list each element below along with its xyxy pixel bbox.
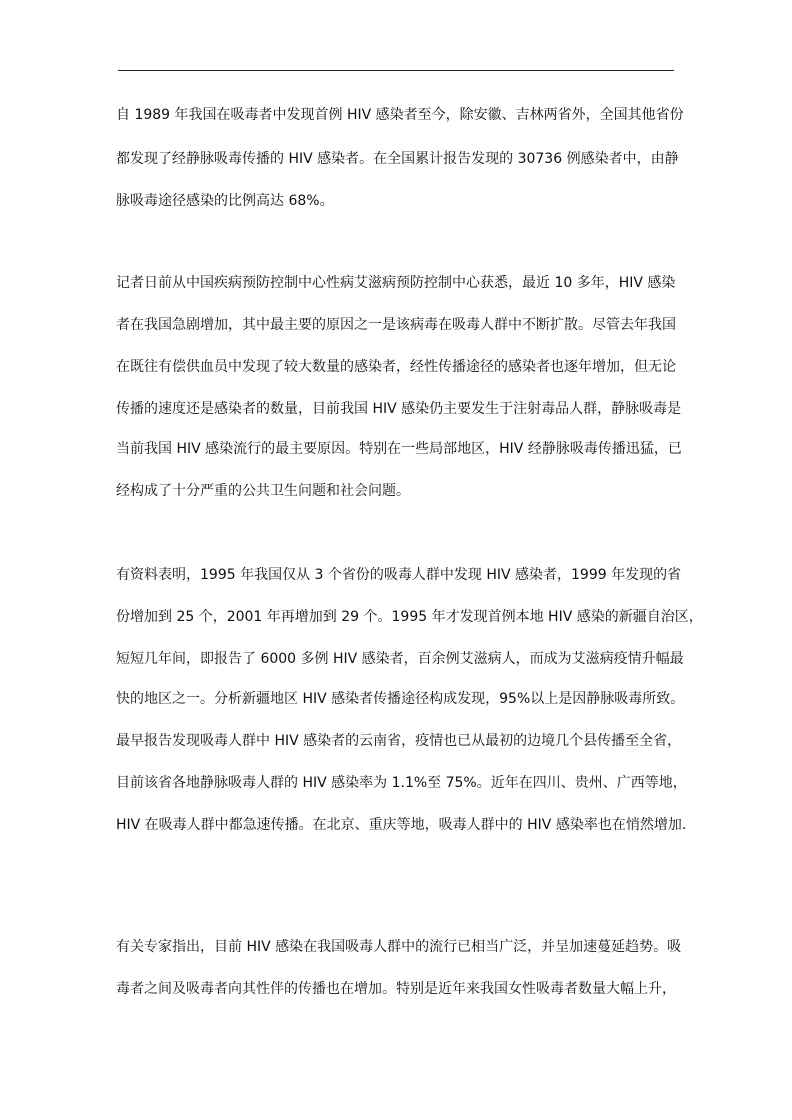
text-line: 在既往有偿供血员中发现了较大数量的感染者，经性传播途径的感染者也逐年增加，但无论 bbox=[116, 359, 676, 375]
text-line: 经构成了十分严重的公共卫生问题和社会问题。 bbox=[116, 483, 410, 499]
text-line: 传播的速度还是感染者的数量，目前我国 HIV 感染仍主要发生于注射毒品人群，静脉吸毒是 bbox=[116, 401, 682, 417]
text-line: 毒者之间及吸毒者向其性伴的传播也在增加。特别是近年来我国女性吸毒者数量大幅上升， bbox=[116, 981, 676, 997]
header-rule bbox=[118, 70, 674, 71]
text-line: 脉吸毒途径感染的比例高达 68%。 bbox=[116, 193, 334, 209]
text-line: 者在我国急剧增加，其中最主要的原因之一是该病毒在吸毒人群中不断扩散。尽管去年我国 bbox=[116, 317, 676, 333]
text-line: 记者日前从中国疾病预防控制中心性病艾滋病预防控制中心获悉，最近 10 多年，HIV 感染 bbox=[116, 275, 676, 291]
text-line: 快的地区之一。分析新疆地区 HIV 感染者传播途径构成发现，95%以上是因静脉吸毒所致。 bbox=[116, 691, 685, 707]
text-line: 最早报告发现吸毒人群中 HIV 感染者的云南省，疫情也已从最初的边境几个县传播至全省， bbox=[116, 733, 682, 749]
text-line: 有关专家指出，目前 HIV 感染在我国吸毒人群中的流行已相当广泛，并呈加速蔓延趋势。吸 bbox=[116, 939, 682, 955]
text-line: 自 1989 年我国在吸毒者中发现首例 HIV 感染者至今，除安徽、吉林两省外，全国其他省份 bbox=[116, 107, 684, 123]
text-line: 目前该省各地静脉吸毒人群的 HIV 感染率为 1.1%至 75%。近年在四川、贵州、广西等地， bbox=[116, 775, 687, 791]
text-line: 当前我国 HIV 感染流行的最主要原因。特别在一些局部地区，HIV 经静脉吸毒传播迅猛，已 bbox=[116, 441, 682, 457]
text-line: 份增加到 25 个，2001 年再增加到 29 个。1995 年才发现首例本地 HIV 感染的新疆自治区， bbox=[116, 609, 703, 625]
text-line: 短短几年间，即报告了 6000 多例 HIV 感染者，百余例艾滋病人，而成为艾滋病疫情升幅最 bbox=[116, 651, 684, 667]
text-line: 有资料表明，1995 年我国仅从 3 个省份的吸毒人群中发现 HIV 感染者，1999 年发现的省 bbox=[116, 567, 682, 583]
text-line: HIV 在吸毒人群中都急速传播。在北京、重庆等地，吸毒人群中的 HIV 感染率也在悄然增加. bbox=[116, 817, 687, 833]
text-line: 都发现了经静脉吸毒传播的 HIV 感染者。在全国累计报告发现的 30736 例感染者中，由静 bbox=[116, 151, 679, 167]
